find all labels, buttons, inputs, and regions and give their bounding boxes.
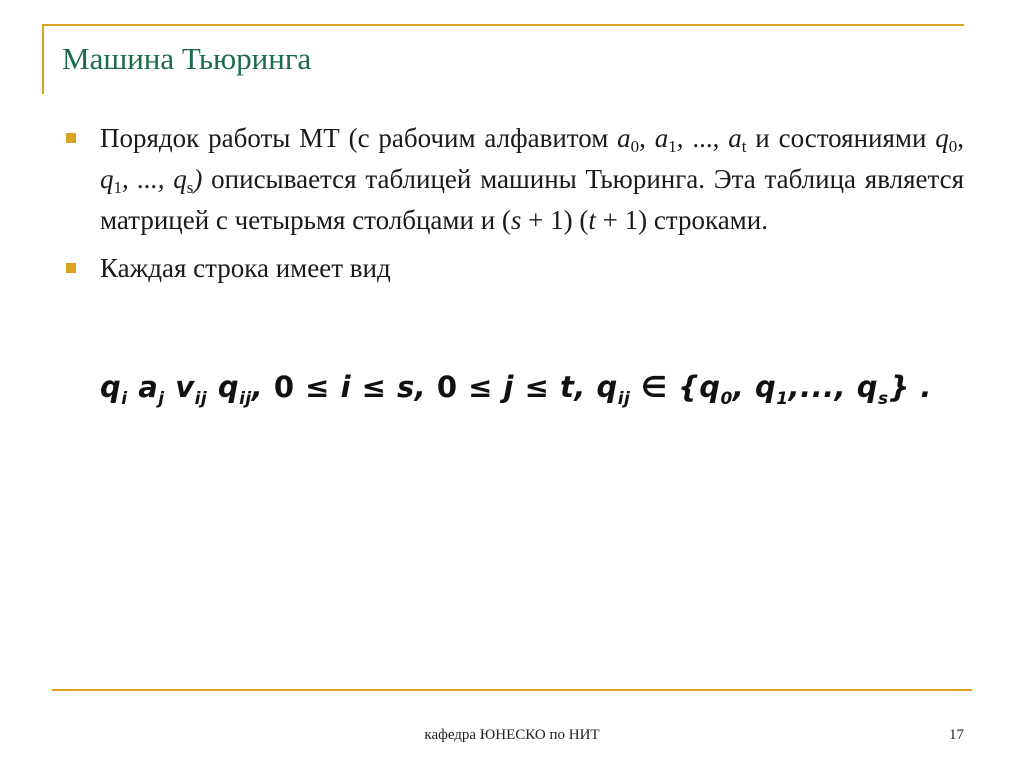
italic-text: a bbox=[728, 123, 742, 153]
formula-text: , q bbox=[732, 370, 777, 404]
italic-text: ) bbox=[193, 164, 203, 194]
bullet-text bbox=[100, 118, 964, 241]
title-left-rule bbox=[42, 24, 44, 94]
italic-text: q bbox=[173, 164, 187, 194]
footer-rule bbox=[52, 689, 972, 691]
formula-text: v bbox=[164, 370, 195, 404]
italic-text: q bbox=[935, 123, 949, 153]
italic-text: s bbox=[510, 205, 522, 235]
title-top-rule bbox=[42, 24, 964, 26]
italic-text: q bbox=[100, 164, 114, 194]
slide-content bbox=[64, 118, 964, 296]
square-bullet-icon bbox=[66, 133, 76, 143]
formula-text: ,..., q bbox=[788, 370, 879, 404]
formula-text: q bbox=[596, 370, 618, 404]
text-run: , ..., bbox=[676, 123, 729, 153]
italic-text: , ..., bbox=[122, 164, 174, 194]
text-run: Порядок работы МТ (с рабочим алфавитом bbox=[100, 123, 618, 153]
bullet-item bbox=[64, 118, 964, 241]
formula-text: ≤ j ≤ t, bbox=[457, 370, 597, 404]
formula-subscript: j bbox=[158, 389, 165, 409]
formula-text: , bbox=[251, 370, 274, 404]
text-run: , bbox=[957, 123, 965, 153]
italic-text: a bbox=[617, 123, 631, 153]
italic-text: a bbox=[654, 123, 669, 153]
subscript-text: 1 bbox=[113, 178, 122, 197]
formula-text: 0 bbox=[436, 370, 458, 404]
formula-text: ≤ i ≤ s, bbox=[294, 370, 437, 404]
bullet-item bbox=[64, 248, 964, 289]
formula-subscript: s bbox=[878, 389, 889, 409]
formula-text: q bbox=[100, 370, 122, 404]
text-run: + 1) ( bbox=[521, 205, 589, 235]
italic-text: t bbox=[588, 205, 596, 235]
text-run: , bbox=[639, 123, 655, 153]
formula-subscript: i bbox=[121, 389, 128, 409]
subscript-text: 0 bbox=[948, 137, 958, 156]
formula-text: a bbox=[127, 370, 159, 404]
text-run: описывается таблицей машины Тьюринга. Эта таблица является матрицей с четырьмя столбцами и ( bbox=[100, 164, 965, 235]
subscript-text: 1 bbox=[668, 137, 677, 156]
text-run: Каждая строка имеет вид bbox=[100, 253, 391, 283]
bullet-text bbox=[100, 248, 964, 289]
formula-subscript: 0 bbox=[720, 389, 733, 409]
formula-text: 0 bbox=[273, 370, 295, 404]
formula-subscript: ij bbox=[617, 389, 631, 409]
formula-subscript: 1 bbox=[776, 389, 789, 409]
formula-subscript: ij bbox=[239, 389, 252, 409]
formula-text: } . bbox=[888, 370, 932, 404]
formula-text: q bbox=[207, 370, 240, 404]
subscript-text: s bbox=[186, 178, 194, 197]
formula-subscript: ij bbox=[194, 389, 208, 409]
slide-title: Машина Тьюринга bbox=[62, 41, 312, 76]
text-run: и состояниями bbox=[746, 123, 936, 153]
text-run: + 1) строками. bbox=[595, 205, 768, 235]
page-number: 17 bbox=[949, 727, 964, 743]
subscript-text: t bbox=[741, 137, 747, 156]
formula-text: ∈ {q bbox=[630, 370, 721, 404]
square-bullet-icon bbox=[66, 263, 76, 273]
turing-row-formula bbox=[100, 370, 932, 409]
subscript-text: 0 bbox=[630, 137, 640, 156]
footer-text: кафедра ЮНЕСКО по НИТ bbox=[424, 727, 600, 743]
